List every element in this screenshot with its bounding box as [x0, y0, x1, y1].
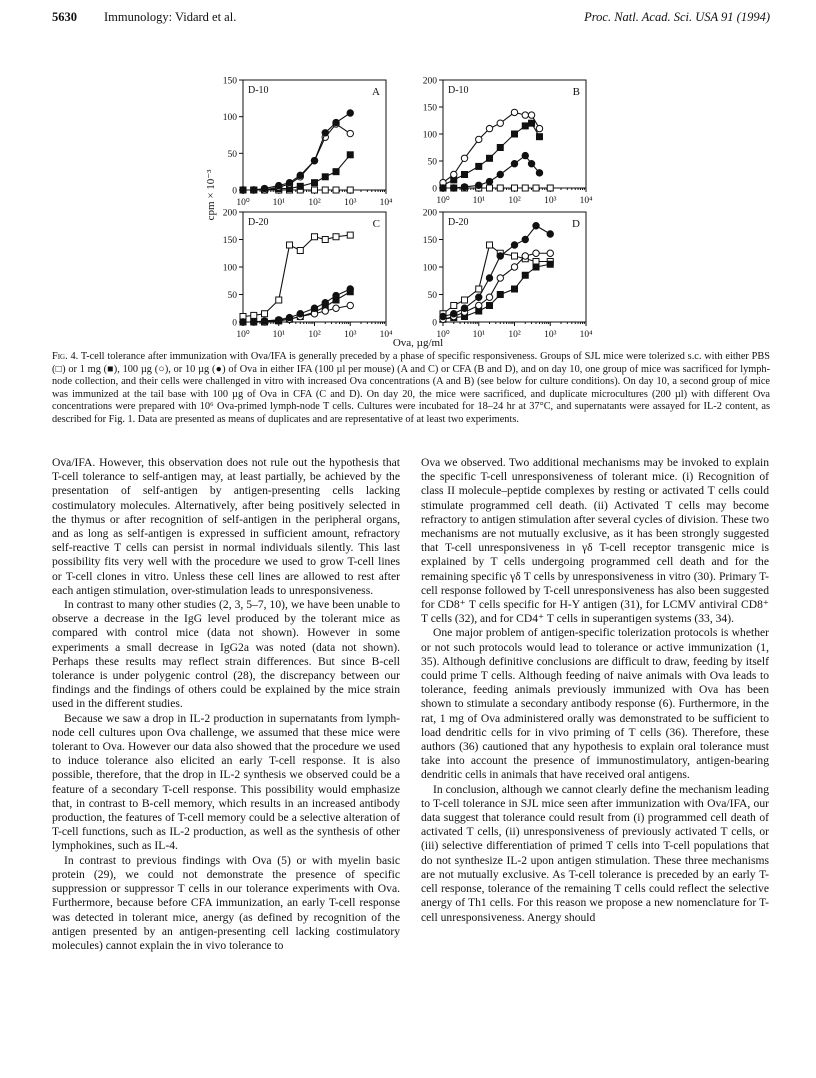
data-point — [297, 248, 303, 254]
caption-text: T-cell tolerance after immunization with Ova/IFA is generally preceded by a phase of specific responsiveness. Groups of SJL mice were tolerized s.c. with either PBS (□) or 1 mg (■), 100 µg (○), or 10 µg (●) of Ova in either IFA (100 µl per mouse) (A and C) or CFA (B and D), and on day 10, one group of mice was sacrificed for lymph-node collection, and their cells were challenged in vitro with increased Ova concentrations (A and B) (see below for culture conditions). On day 10, a second group of mice was immunized at the tail base with 100 µg of Ova in CFA (C and D). On day 20, the mice were sacrificed, and duplicate microcultures (200 µl) with different Ova concentrations were prepared with 10⁶ Ova-primed lymph-node T cells. Cultures were incubated for 18–24 hr at 37°C, and supernatants were assayed for IL-2 content, as described for Fig. 1. Data are presented as means of duplicates and are representative of at least two experiments. — [52, 351, 770, 425]
data-point — [251, 187, 257, 193]
x-tick-label: 10⁴ — [379, 330, 393, 340]
x-tick-label: 10¹ — [272, 330, 285, 340]
data-point — [512, 286, 518, 292]
paragraph: Ova/IFA. However, this observation does not rule out the hypothesis that T-cell tolerance to self-antigen may, at least partially, be achieved by the presentation of self-antigen by antigen-presenting cells lacking costimulatory molecules. Alternatively, after being positively selected in the thymus or after recognition of self-antigen in the peripheral organs, and as long as self-antigen is expressed in sufficient amount, refractory self-reactive T cells can persist in normal individuals silently. This last possibility fits very well with the procedure we used to grow T-cell lines or T-cell clones in vitro. Unless these cell lines are allowed to rest after each antigen stimulation, over-stimulation leads to unresponsiveness. — [52, 456, 400, 597]
caption-label: Fig. 4. — [52, 351, 79, 362]
x-axis-label: Ova, µg/ml — [392, 337, 444, 349]
figure-panels — [223, 77, 593, 341]
data-point — [240, 319, 246, 325]
data-point — [533, 185, 539, 191]
running-title: Immunology: Vidard et al. — [104, 10, 237, 24]
data-point — [347, 232, 353, 238]
x-tick-label: 10² — [508, 196, 521, 206]
y-tick-label: 150 — [222, 236, 237, 246]
data-point — [497, 145, 503, 151]
data-point — [262, 311, 268, 317]
data-point — [251, 319, 257, 325]
data-point — [522, 272, 528, 278]
data-point — [476, 286, 482, 292]
data-point — [276, 297, 282, 303]
data-point — [261, 185, 267, 191]
figure-4 — [0, 0, 816, 350]
data-point — [522, 253, 528, 259]
data-point — [512, 185, 518, 191]
data-point — [511, 264, 517, 270]
y-tick-label: 150 — [422, 103, 437, 114]
y-tick-label: 100 — [222, 263, 237, 274]
x-tick-label: 10³ — [344, 198, 357, 208]
x-tick-label: 10¹ — [472, 196, 485, 206]
chart-panel-a — [223, 77, 393, 209]
x-tick-label: 10³ — [544, 196, 557, 206]
y-tick-label: 0 — [232, 318, 237, 329]
paragraph: Ova we observed. Two additional mechanisms may be invoked to explain the specific T-cell unresponsiveness of tolerant mice. (i) Recognition of class II molecule–peptide complexes by resting or activated T cells could stimulate programmed cell death. (ii) Activated T cells may become refractory to antigen stimulation after several cycles of division. These two mechanisms are not mutually exclusive, as it has been strongly suggested that T-cell unresponsiveness in γδ T-cell receptor transgenic mice is explained by T cells undergoing programmed cell death and for the remaining specific γδ T cells by unresponsiveness in vitro (30). Primary T-cell response followed by T-cell unresponsiveness has also been suggested for CD8⁺ T cells specific for H-Y antigen (31), for LCMV antiviral CD8⁺ T cells (32), and for CD4⁺ T cells in superantigen systems (33, 34). — [421, 456, 769, 626]
y-tick-label: 100 — [422, 130, 437, 141]
data-point — [451, 303, 457, 309]
data-point — [461, 184, 467, 190]
panel-letter: D — [572, 218, 580, 230]
data-point — [333, 292, 339, 298]
data-point — [451, 171, 457, 177]
x-tick-label: 10³ — [344, 330, 357, 340]
x-tick-label: 10² — [308, 198, 321, 208]
body-column-right — [421, 456, 769, 925]
paragraph: In conclusion, although we cannot clearly define the mechanism leading to T-cell tolerance in SJL mice seen after immunization with Ova/IFA, our data suggest that tolerance could result from (i) programmed cell death of activated T cells, (ii) unresponsiveness of previously activated T cells, or (iii) selective differentiation of primed T cells into T-cell populations that do not synthesize IL-2 upon antigen stimulation. These three mechanisms are not mutually exclusive. As T-cell tolerance is preceded by an early T-cell response, tolerance of the remaining T cells could reflect the selective anergy of Th1 cells. For this reason we propose a new nomenclature for T-cell unresponsiveness. Anergy should — [421, 782, 769, 924]
x-tick-label: 10³ — [544, 330, 557, 340]
data-point — [547, 261, 553, 267]
data-point — [487, 185, 493, 191]
y-tick-label: 150 — [222, 76, 237, 87]
data-point — [276, 182, 282, 188]
data-point — [461, 305, 467, 311]
y-tick-label: 200 — [422, 208, 437, 219]
data-point — [462, 297, 468, 303]
y-tick-label: 50 — [227, 149, 237, 160]
chart-panel-c — [223, 209, 393, 341]
data-point — [347, 187, 353, 193]
data-point — [312, 234, 318, 240]
y-tick-label: 150 — [422, 236, 437, 246]
data-point — [476, 163, 482, 169]
data-point — [497, 253, 503, 259]
y-tick-label: 0 — [432, 184, 437, 195]
panel-letter: A — [372, 86, 380, 98]
data-point — [347, 130, 353, 136]
paragraph: In contrast to many other studies (2, 3, 5–7, 10), we have been unable to observe a decrease in the IgG level produced by the tolerant mice as compared with control mice (data not shown). However in some experiments a small decrease in IgG2a was noted (data not shown). Perhaps these results may reflect strain differences. But since B-cell tolerance is under polygenic control (28), the discrepancy between our findings and the findings of others could be explained by the mice strain used in the different studies. — [52, 598, 400, 711]
data-point — [461, 155, 467, 161]
panel-letter: C — [372, 218, 380, 230]
data-point — [251, 312, 257, 318]
y-tick-label: 200 — [222, 208, 237, 219]
data-point — [312, 180, 318, 186]
data-point — [487, 303, 493, 309]
series-open-circle — [240, 121, 354, 193]
x-tick-label: 10⁰ — [236, 198, 250, 208]
data-point — [476, 136, 482, 142]
data-point — [497, 171, 503, 177]
data-point — [486, 178, 492, 184]
data-point — [322, 308, 328, 314]
page-number: 5630 — [52, 10, 77, 24]
data-point — [347, 286, 353, 292]
day-label: D-20 — [248, 217, 269, 228]
data-point — [497, 292, 503, 298]
data-point — [333, 305, 339, 311]
x-tick-label: 10⁴ — [379, 198, 393, 208]
x-tick-label: 10⁴ — [579, 330, 593, 340]
data-point — [476, 294, 482, 300]
data-point — [347, 302, 353, 308]
series-filled-circle — [240, 110, 354, 193]
data-point — [476, 302, 482, 308]
y-tick-label: 100 — [422, 263, 437, 274]
x-tick-label: 10⁴ — [579, 196, 593, 206]
data-point — [322, 130, 328, 136]
data-point — [547, 185, 553, 191]
panel-frame — [243, 80, 386, 190]
data-point — [347, 110, 353, 116]
data-point — [322, 174, 328, 180]
data-point — [512, 131, 518, 137]
data-point — [286, 314, 292, 320]
data-point — [522, 123, 528, 129]
y-tick-label: 50 — [427, 157, 437, 168]
day-label: D-10 — [248, 85, 269, 96]
data-point — [333, 234, 339, 240]
series-line — [243, 124, 350, 190]
data-point — [529, 120, 535, 126]
data-point — [486, 125, 492, 131]
y-tick-label: 100 — [222, 113, 237, 124]
data-point — [333, 119, 339, 125]
day-label: D-20 — [448, 217, 469, 228]
data-point — [533, 250, 539, 256]
x-tick-label: 10² — [508, 330, 521, 340]
x-tick-label: 10¹ — [472, 330, 485, 340]
y-axis-label: cpm × 10⁻³ — [205, 169, 217, 221]
data-point — [451, 185, 457, 191]
data-point — [347, 152, 353, 158]
data-point — [276, 317, 282, 323]
x-tick-label: 10¹ — [272, 198, 285, 208]
data-point — [522, 112, 528, 118]
data-point — [486, 294, 492, 300]
paragraph: One major problem of antigen-specific tolerization protocols is whether or not such protocols would lead to tolerance or active immunization (1, 35). Although definitive conclusions are difficult to draw, feeding by itself could prime T cells. Although feeding of naive animals with Ova leads to tolerance, feeding animals previously immunized with Ova has been shown to stimulate a secondary antibody response (6). Furthermore, in the rat, 1 mg of Ova administered orally was demonstrated to be sufficient to load dendritic cells for in vivo priming of T cells (36). Therefore, these authors (36) cautioned that any hypothesis to explain oral tolerance must take into account the presence of immunostimulatory, antigen-bearing dendritic cells in animals that have received oral antigens. — [421, 626, 769, 782]
data-point — [547, 250, 553, 256]
data-point — [261, 318, 267, 324]
data-point — [547, 231, 553, 237]
data-point — [522, 152, 528, 158]
y-tick-label: 0 — [432, 318, 437, 329]
x-tick-label: 10⁰ — [436, 196, 450, 206]
day-label: D-10 — [448, 85, 469, 96]
data-point — [311, 305, 317, 311]
y-tick-label: 0 — [232, 186, 237, 197]
data-point — [486, 275, 492, 281]
paragraph: In contrast to previous findings with Ova (5) or with myelin basic protein (29), we could not demonstrate the presence of specific suppression or suppressor T cells in our tolerance experiments with Ova. Furthermore, because before CFA immunization, an early T-cell response was detected in tolerant mice, anergy (as defined by recognition of the antigen presented by an antigen-presenting cell lacking costimulatory molecules) cannot explain the in vivo tolerance to — [52, 853, 400, 952]
data-point — [533, 264, 539, 270]
x-tick-label: 10⁰ — [236, 330, 250, 340]
journal-citation: Proc. Natl. Acad. Sci. USA 91 (1994) — [584, 10, 770, 24]
data-point — [451, 311, 457, 317]
data-point — [333, 169, 339, 175]
data-point — [322, 187, 328, 193]
data-point — [297, 311, 303, 317]
data-point — [511, 161, 517, 167]
data-point — [297, 183, 303, 189]
x-tick-label: 10⁰ — [436, 330, 450, 340]
data-point — [297, 172, 303, 178]
data-point — [322, 237, 328, 243]
data-point — [286, 179, 292, 185]
data-point — [487, 242, 493, 248]
data-point — [497, 275, 503, 281]
y-tick-label: 50 — [227, 291, 237, 301]
data-point — [487, 155, 493, 161]
series-open-circle — [440, 109, 543, 186]
data-point — [440, 185, 446, 191]
x-tick-label: 10² — [308, 330, 321, 340]
data-point — [536, 125, 542, 131]
data-point — [528, 112, 534, 118]
data-point — [497, 185, 503, 191]
data-point — [312, 187, 318, 193]
data-point — [287, 242, 293, 248]
data-point — [440, 313, 446, 319]
data-point — [512, 253, 518, 259]
chart-panel-d — [423, 209, 593, 341]
y-tick-label: 200 — [422, 76, 437, 87]
y-tick-label: 50 — [427, 291, 437, 301]
data-point — [533, 223, 539, 229]
figure-caption — [52, 351, 770, 427]
data-point — [322, 300, 328, 306]
data-point — [528, 161, 534, 167]
data-point — [536, 134, 542, 140]
data-point — [511, 109, 517, 115]
data-point — [522, 236, 528, 242]
data-point — [240, 187, 246, 193]
data-point — [511, 242, 517, 248]
paragraph: Because we saw a drop in IL-2 production in supernatants from lymph-node cell cultures upon Ova challenge, we assumed that these mice were tolerant to Ova. However our data also showed that the procedure we used to induce tolerance also elicited an early T-cell response. It is also possible, therefore, that the drop in IL-2 synthesis we observed could be a feature of a secondary T-cell response. This possibility would emphasize that, in contrast to B-cell memory, which results in an increased antibody production, the features of T-cell memory could be a selective alteration of T-cell functions, such as IL-2 production, as well as the synthesis of other lymphokines, such as IL-4. — [52, 711, 400, 853]
chart-panel-b — [423, 77, 593, 207]
data-point — [536, 170, 542, 176]
data-point — [462, 172, 468, 178]
body-column-left — [52, 456, 400, 953]
data-point — [311, 157, 317, 163]
data-point — [497, 120, 503, 126]
data-point — [476, 182, 482, 188]
data-point — [522, 185, 528, 191]
series-line — [243, 235, 350, 316]
data-point — [333, 187, 339, 193]
panel-letter: B — [572, 86, 580, 98]
